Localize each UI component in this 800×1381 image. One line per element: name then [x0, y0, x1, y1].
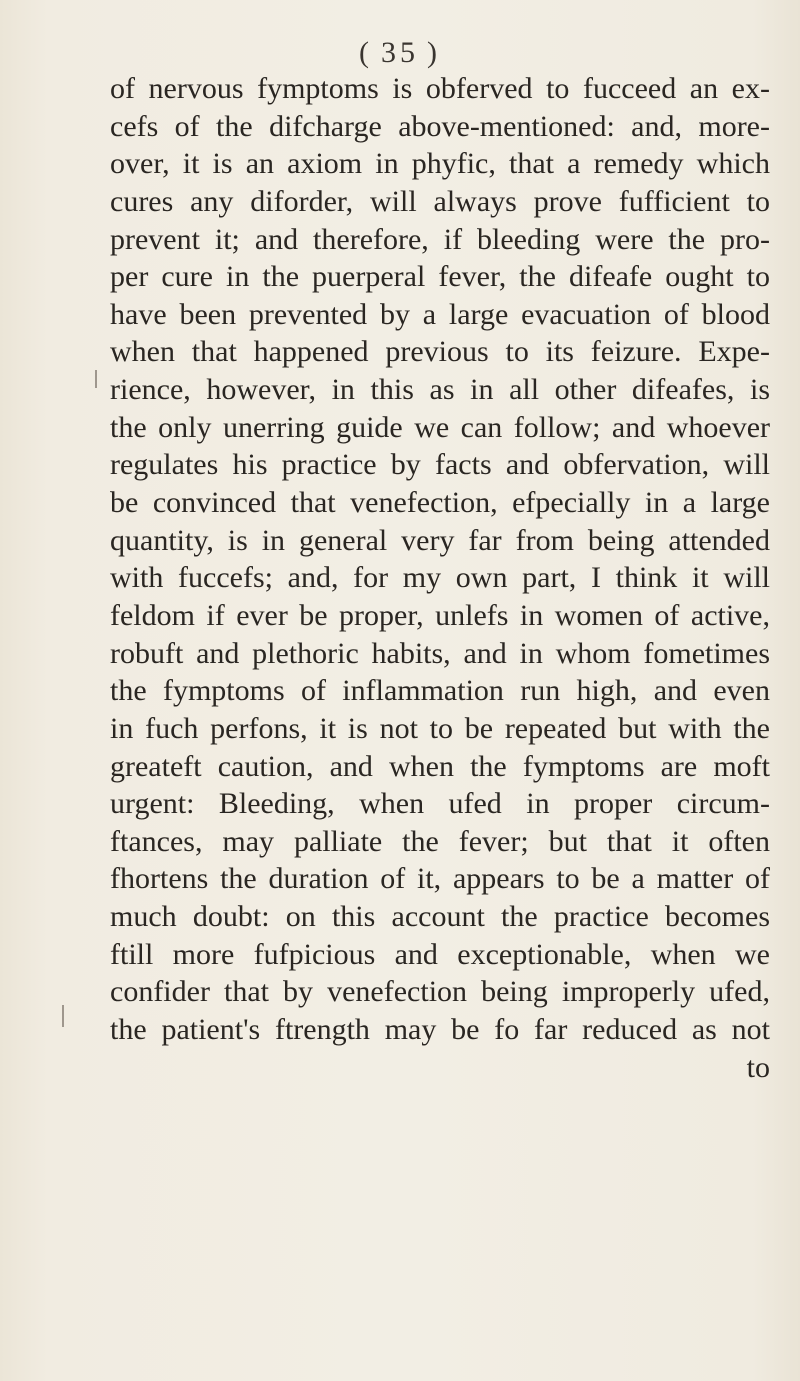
text-line: rience, however, in this as in all other difeafes, is [110, 373, 770, 407]
catchword: to [746, 1050, 770, 1084]
text-line: fhortens the duration of it, appears to be a matter of [110, 862, 770, 896]
text-line: ftances, may palliate the fever; but that it often [110, 824, 770, 858]
text-line: the fymptoms of inflammation run high, and even [110, 674, 770, 708]
page-number: 35 [381, 36, 419, 69]
text-line: have been prevented by a large evacuation of blood [110, 297, 770, 331]
page-number-close-paren: ) [427, 36, 441, 69]
text-line: with fuccefs; and, for my own part, I think it will [110, 561, 770, 595]
body-text [110, 70, 770, 1086]
text-line: be convinced that venefection, efpecially in a large [110, 486, 770, 520]
text-line: the patient's ftrength may be fo far reduced as not [110, 1013, 770, 1047]
page-number-header [0, 36, 800, 70]
text-line: prevent it; and therefore, if bleeding were the pro- [110, 222, 770, 256]
text-line: per cure in the puerperal fever, the difeafe ought to [110, 260, 770, 294]
text-line: robuft and plethoric habits, and in whom fometimes [110, 636, 770, 670]
text-line: cefs of the difcharge above-mentioned: and, more- [110, 109, 770, 143]
text-line: of nervous fymptoms is obferved to fucceed an ex- [110, 72, 770, 105]
text-line: feldom if ever be proper, unlefs in women of active, [110, 598, 770, 632]
text-line: much doubt: on this account the practice becomes [110, 900, 770, 934]
text-line: confider that by venefection being improperly ufed, [110, 975, 770, 1009]
text-line: urgent: Bleeding, when ufed in proper circum- [110, 787, 770, 821]
text-line: quantity, is in general very far from being attended [110, 523, 770, 557]
page-number-open-paren: ( [359, 36, 373, 69]
text-line: regulates his practice by facts and obfervation, will [110, 448, 770, 482]
text-line: cures any diforder, will always prove fufficient to [110, 184, 770, 218]
text-line: in fuch perfons, it is not to be repeated but with the [110, 711, 770, 745]
text-line: greateft caution, and when the fymptoms are moft [110, 749, 770, 783]
text-line: when that happened previous to its feizure. Expe- [110, 335, 770, 369]
margin-mark-upper [95, 370, 97, 388]
text-line: the only unerring guide we can follow; and whoever [110, 410, 770, 444]
margin-mark-lower [62, 1005, 64, 1027]
text-line: ftill more fufpicious and exceptionable, when we [110, 937, 770, 971]
text-line: over, it is an axiom in phyfic, that a remedy which [110, 147, 770, 181]
